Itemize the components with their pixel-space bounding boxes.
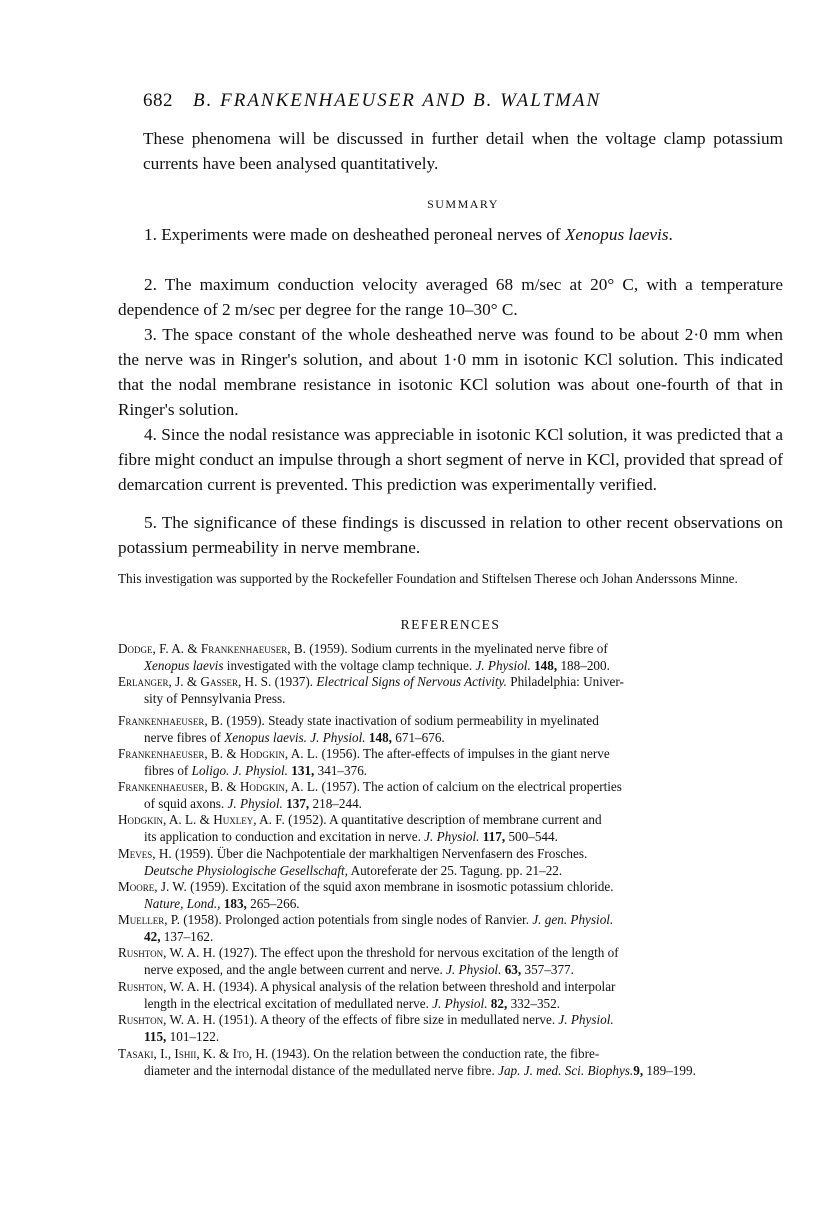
reference-text: nerve exposed, and the angle between current and nerve. xyxy=(144,962,447,977)
reference-authors: Rushton, W. A. H. xyxy=(118,979,216,994)
reference-continuation xyxy=(118,690,783,707)
reference-continuation xyxy=(118,1062,783,1079)
reference-text: its application to conduction and excitation in nerve. xyxy=(144,829,425,844)
reference-volume: 117, xyxy=(479,829,506,844)
species-name: Xenopus laevis xyxy=(564,225,669,244)
reference-volume: 63, xyxy=(501,962,522,977)
reference-text: fibres of xyxy=(144,763,192,778)
reference-entry xyxy=(118,845,783,879)
reference-authors: Tasaki, I., Ishii, K. & Ito, H. xyxy=(118,1046,269,1061)
reference-pages: 341–376. xyxy=(314,763,368,778)
reference-book-title: Electrical Signs of Nervous Activity. xyxy=(316,674,507,689)
reference-text: of squid axons. xyxy=(144,796,228,811)
page-number: 682 xyxy=(143,90,173,111)
reference-continuation xyxy=(118,828,783,845)
reference-entry xyxy=(118,978,783,1012)
reference-journal: J. Physiol. xyxy=(424,829,480,844)
reference-journal: J. Physiol. xyxy=(227,796,283,811)
acknowledgement: This investigation was supported by the Rockefeller Foundation and Stiftelsen Therese och Johan Anderssons Minne. xyxy=(118,571,738,586)
reference-authors: Dodge, F. A. & Frankenhaeuser, B. xyxy=(118,641,306,656)
reference-continuation xyxy=(118,928,783,945)
intro-paragraph: These phenomena will be discussed in further detail when the voltage clamp potassium currents have been analysed quantitatively. xyxy=(143,129,783,173)
reference-continuation xyxy=(118,795,783,812)
reference-entry xyxy=(118,745,783,779)
reference-text: (1959). Sodium currents in the myelinated nerve fibre of xyxy=(305,641,608,656)
reference-volume: 137, xyxy=(282,796,310,811)
reference-authors: Frankenhaeuser, B. & Hodgkin, A. L. xyxy=(118,779,319,794)
reference-authors: Mueller, P. xyxy=(118,912,180,927)
summary-item-4: 4. Since the nodal resistance was appreciable in isotonic KCl solution, it was predicted that a fibre might conduct an impulse through a short segment of nerve in KCl, provided that spread of demarcation current is prevented. This prediction was experimentally verified. xyxy=(118,425,783,494)
reference-italic: Xenopus laevis. xyxy=(224,730,307,745)
reference-entry xyxy=(118,778,783,812)
summary-item-2: 2. The maximum conduction velocity averaged 68 m/sec at 20° C, with a temperature dependence of 2 m/sec per degree for the range 10–30° C. xyxy=(118,275,783,319)
reference-journal: J. Physiol. xyxy=(432,996,488,1011)
reference-pages: 671–676. xyxy=(391,730,445,745)
reference-journal: J. Physiol. xyxy=(310,730,366,745)
summary-heading: SUMMARY xyxy=(427,197,499,211)
running-title: B. FRANKENHAEUSER AND B. WALTMAN xyxy=(193,90,602,111)
reference-continuation xyxy=(118,762,783,779)
reference-text: (1959). Über die Nachpotentiale der markhaltigen Nervenfasern des Frosches. xyxy=(171,846,588,861)
reference-pages: 332–352. xyxy=(507,996,561,1011)
reference-volume: 131, xyxy=(287,763,315,778)
reference-text: (1957). The action of calcium on the electrical properties xyxy=(318,779,622,794)
reference-entry xyxy=(118,1045,783,1079)
reference-text: (1934). A physical analysis of the relation between threshold and interpolar xyxy=(215,979,616,994)
reference-text: Philadelphia: Univer- xyxy=(506,674,624,689)
summary-item-3: 3. The space constant of the whole desheathed nerve was found to be about 2·0 mm when the nerve was in Ringer's solution, and about 1·0 mm in isotonic KCl solution. This indicated that the nodal membrane resistance in isotonic KCl solution was about one-fourth of that in Ringer's solution. xyxy=(118,325,783,419)
reference-volume: 148, xyxy=(365,730,392,745)
reference-authors: Moore, J. W. xyxy=(118,879,187,894)
reference-authors: Rushton, W. A. H. xyxy=(118,945,216,960)
reference-journal: Jap. J. med. Sci. Biophys. xyxy=(498,1063,634,1078)
reference-volume: 9, xyxy=(633,1063,644,1078)
reference-text: nerve fibres of xyxy=(144,730,225,745)
reference-text: (1952). A quantitative description of membrane current and xyxy=(284,812,602,827)
reference-text: sity of Pennsylvania Press. xyxy=(144,691,286,706)
reference-volume: 148, xyxy=(530,658,558,673)
reference-text: diameter and the internodal distance of the medullated nerve fibre. xyxy=(144,1063,499,1078)
reference-entry xyxy=(118,673,783,707)
reference-continuation xyxy=(118,657,783,674)
reference-journal: J. Physiol. xyxy=(558,1012,614,1027)
reference-entry xyxy=(118,1011,783,1045)
reference-volume: 42, xyxy=(144,929,161,944)
running-head xyxy=(143,90,783,116)
reference-authors: Rushton, W. A. H. xyxy=(118,1012,216,1027)
reference-text: (1958). Prolonged action potentials from single nodes of Ranvier. xyxy=(179,912,533,927)
reference-entry xyxy=(118,911,783,945)
summary-item-1 xyxy=(118,222,783,247)
reference-volume: 82, xyxy=(487,996,508,1011)
summary-item-1-text: 1. Experiments were made on desheathed peroneal nerves of Xenopus laevis. xyxy=(144,225,673,244)
summary-item-5: 5. The significance of these findings is discussed in relation to other recent observations on potassium permeability in nerve membrane. xyxy=(118,513,783,557)
reference-pages: 357–377. xyxy=(521,962,574,977)
reference-text: (1959). Excitation of the squid axon membrane in isosmotic potassium chloride. xyxy=(186,879,614,894)
reference-pages: 500–544. xyxy=(505,829,558,844)
references-heading: REFERENCES xyxy=(400,617,501,632)
reference-entry xyxy=(118,640,783,674)
reference-entry xyxy=(118,878,783,912)
reference-continuation xyxy=(118,895,783,912)
reference-entry xyxy=(118,944,783,978)
reference-italic: Loligo. xyxy=(191,763,230,778)
reference-text: (1956). The after-effects of impulses in the giant nerve xyxy=(318,746,610,761)
reference-authors: Erlanger, J. & Gasser, H. S. xyxy=(118,674,272,689)
reference-text: (1927). The effect upon the threshold for nervous excitation of the length of xyxy=(215,945,619,960)
reference-continuation xyxy=(118,862,783,879)
reference-entry xyxy=(118,811,783,845)
reference-volume: 115, xyxy=(144,1029,167,1044)
reference-pages: 265–266. xyxy=(246,896,300,911)
reference-journal: J. Physiol. xyxy=(475,658,531,673)
reference-continuation xyxy=(118,961,783,978)
reference-text: (1943). On the relation between the conduction rate, the fibre- xyxy=(268,1046,600,1061)
reference-pages: 188–200. xyxy=(557,658,610,673)
reference-journal: J. Physiol. xyxy=(446,962,502,977)
reference-authors: Frankenhaeuser, B. xyxy=(118,713,224,728)
reference-text: investigated with the voltage clamp technique. xyxy=(223,658,476,673)
reference-pages: 101–122. xyxy=(166,1029,220,1044)
reference-journal: J. gen. Physiol. xyxy=(532,912,614,927)
reference-text: length in the electrical excitation of medullated nerve. xyxy=(144,996,433,1011)
reference-authors: Hodgkin, A. L. & Huxley, A. F. xyxy=(118,812,285,827)
reference-italic: Nature, Lond., xyxy=(144,896,221,911)
reference-authors: Meves, H. xyxy=(118,846,172,861)
reference-text: (1959). Steady state inactivation of sodium permeability in myelinated xyxy=(223,713,599,728)
reference-italic: Deutsche Physiologische Gesellschaft, xyxy=(144,863,348,878)
reference-continuation xyxy=(118,1028,783,1045)
reference-text: (1951). A theory of the effects of fibre size in medullated nerve. xyxy=(215,1012,559,1027)
reference-entry xyxy=(118,712,783,746)
reference-text: Autoreferate der 25. Tagung. pp. 21–22. xyxy=(348,863,563,878)
reference-continuation xyxy=(118,995,783,1012)
reference-journal: J. Physiol. xyxy=(232,763,288,778)
reference-pages: 137–162. xyxy=(160,929,214,944)
reference-pages: 189–199. xyxy=(643,1063,696,1078)
reference-continuation xyxy=(118,729,783,746)
reference-text: (1937). xyxy=(271,674,317,689)
reference-volume: 183, xyxy=(220,896,247,911)
reference-italic: Xenopus laevis xyxy=(144,658,224,673)
reference-authors: Frankenhaeuser, B. & Hodgkin, A. L. xyxy=(118,746,319,761)
reference-pages: 218–244. xyxy=(309,796,362,811)
